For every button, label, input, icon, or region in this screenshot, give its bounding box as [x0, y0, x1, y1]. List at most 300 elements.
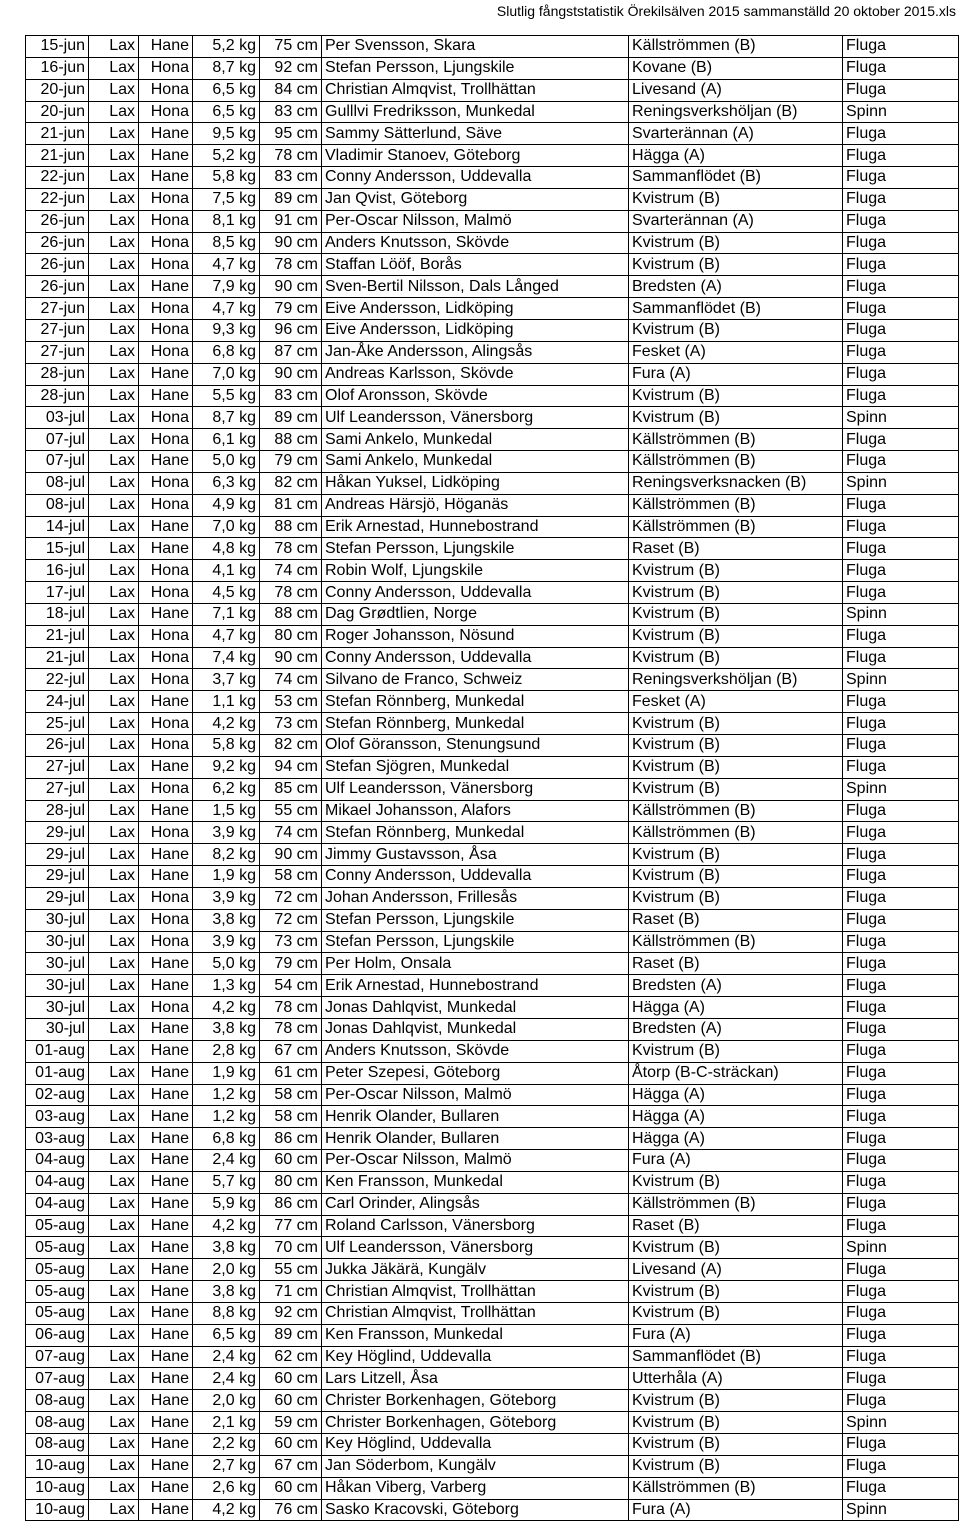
date-cell: 29-jul [26, 887, 89, 909]
date-cell: 07-jul [26, 451, 89, 473]
angler-cell: Erik Arnestad, Hunnebostrand [322, 975, 629, 997]
method-cell: Fluga [843, 145, 959, 167]
weight-cell: 3,8 kg [193, 1237, 260, 1259]
location-cell: Sammanflödet (B) [629, 298, 843, 320]
length-cell: 78 cm [260, 538, 322, 560]
weight-cell: 5,0 kg [193, 953, 260, 975]
date-cell: 06-aug [26, 1324, 89, 1346]
location-cell: Fura (A) [629, 1499, 843, 1521]
location-cell: Bredsten (A) [629, 975, 843, 997]
location-cell: Kvistrum (B) [629, 756, 843, 778]
method-cell: Fluga [843, 1259, 959, 1281]
table-row [26, 1499, 959, 1521]
location-cell: Kvistrum (B) [629, 603, 843, 625]
sex-cell: Hane [139, 1281, 193, 1303]
location-cell: Sammanflödet (B) [629, 1346, 843, 1368]
angler-cell: Christian Almqvist, Trollhättan [322, 79, 629, 101]
location-cell: Kvistrum (B) [629, 866, 843, 888]
species-cell: Lax [89, 1128, 139, 1150]
table-row [26, 887, 959, 909]
weight-cell: 7,1 kg [193, 603, 260, 625]
sex-cell: Hane [139, 953, 193, 975]
method-cell: Fluga [843, 451, 959, 473]
catch-table [25, 35, 959, 1521]
method-cell: Fluga [843, 276, 959, 298]
location-cell: Livesand (A) [629, 79, 843, 101]
weight-cell: 3,8 kg [193, 1018, 260, 1040]
length-cell: 88 cm [260, 603, 322, 625]
species-cell: Lax [89, 407, 139, 429]
weight-cell: 8,7 kg [193, 57, 260, 79]
weight-cell: 5,2 kg [193, 36, 260, 58]
species-cell: Lax [89, 756, 139, 778]
sex-cell: Hona [139, 341, 193, 363]
length-cell: 73 cm [260, 931, 322, 953]
location-cell: Fesket (A) [629, 691, 843, 713]
angler-cell: Roger Johansson, Nösund [322, 625, 629, 647]
angler-cell: Andreas Karlsson, Skövde [322, 363, 629, 385]
method-cell: Fluga [843, 582, 959, 604]
sex-cell: Hona [139, 101, 193, 123]
date-cell: 21-jun [26, 123, 89, 145]
date-cell: 22-jun [26, 167, 89, 189]
location-cell: Utterhåla (A) [629, 1368, 843, 1390]
length-cell: 53 cm [260, 691, 322, 713]
table-row [26, 210, 959, 232]
weight-cell: 6,8 kg [193, 341, 260, 363]
date-cell: 15-jun [26, 36, 89, 58]
species-cell: Lax [89, 735, 139, 757]
table-row [26, 582, 959, 604]
species-cell: Lax [89, 1390, 139, 1412]
species-cell: Lax [89, 363, 139, 385]
species-cell: Lax [89, 494, 139, 516]
date-cell: 27-jun [26, 341, 89, 363]
table-row [26, 844, 959, 866]
date-cell: 16-jul [26, 560, 89, 582]
sex-cell: Hane [139, 516, 193, 538]
length-cell: 90 cm [260, 647, 322, 669]
length-cell: 80 cm [260, 1171, 322, 1193]
angler-cell: Mikael Johansson, Alafors [322, 800, 629, 822]
date-cell: 22-jun [26, 188, 89, 210]
weight-cell: 6,5 kg [193, 1324, 260, 1346]
table-row [26, 1237, 959, 1259]
method-cell: Fluga [843, 560, 959, 582]
angler-cell: Eive Andersson, Lidköping [322, 298, 629, 320]
location-cell: Källströmmen (B) [629, 429, 843, 451]
sex-cell: Hona [139, 647, 193, 669]
method-cell: Fluga [843, 232, 959, 254]
weight-cell: 5,7 kg [193, 1171, 260, 1193]
method-cell: Fluga [843, 953, 959, 975]
method-cell: Fluga [843, 319, 959, 341]
table-row [26, 167, 959, 189]
weight-cell: 2,6 kg [193, 1477, 260, 1499]
table-row [26, 909, 959, 931]
date-cell: 30-jul [26, 1018, 89, 1040]
angler-cell: Conny Andersson, Uddevalla [322, 582, 629, 604]
sex-cell: Hona [139, 254, 193, 276]
weight-cell: 7,0 kg [193, 363, 260, 385]
date-cell: 30-jul [26, 997, 89, 1019]
location-cell: Kvistrum (B) [629, 844, 843, 866]
sex-cell: Hane [139, 385, 193, 407]
table-row [26, 822, 959, 844]
sex-cell: Hona [139, 319, 193, 341]
location-cell: Kvistrum (B) [629, 1281, 843, 1303]
table-row [26, 298, 959, 320]
weight-cell: 2,7 kg [193, 1455, 260, 1477]
length-cell: 86 cm [260, 1128, 322, 1150]
table-row [26, 1477, 959, 1499]
method-cell: Fluga [843, 931, 959, 953]
weight-cell: 4,9 kg [193, 494, 260, 516]
location-cell: Kvistrum (B) [629, 887, 843, 909]
table-row [26, 778, 959, 800]
sex-cell: Hona [139, 997, 193, 1019]
date-cell: 27-jul [26, 756, 89, 778]
length-cell: 84 cm [260, 79, 322, 101]
method-cell: Fluga [843, 647, 959, 669]
date-cell: 21-jun [26, 145, 89, 167]
weight-cell: 4,7 kg [193, 298, 260, 320]
species-cell: Lax [89, 1368, 139, 1390]
method-cell: Fluga [843, 1302, 959, 1324]
location-cell: Kvistrum (B) [629, 254, 843, 276]
sex-cell: Hane [139, 1106, 193, 1128]
angler-cell: Jonas Dahlqvist, Munkedal [322, 1018, 629, 1040]
location-cell: Kovane (B) [629, 57, 843, 79]
length-cell: 88 cm [260, 429, 322, 451]
location-cell: Kvistrum (B) [629, 385, 843, 407]
weight-cell: 7,0 kg [193, 516, 260, 538]
angler-cell: Sasko Kracovski, Göteborg [322, 1499, 629, 1521]
species-cell: Lax [89, 57, 139, 79]
weight-cell: 6,8 kg [193, 1128, 260, 1150]
table-row [26, 145, 959, 167]
species-cell: Lax [89, 79, 139, 101]
species-cell: Lax [89, 1412, 139, 1434]
species-cell: Lax [89, 603, 139, 625]
weight-cell: 3,9 kg [193, 931, 260, 953]
table-row [26, 494, 959, 516]
location-cell: Kvistrum (B) [629, 407, 843, 429]
weight-cell: 8,2 kg [193, 844, 260, 866]
species-cell: Lax [89, 123, 139, 145]
location-cell: Raset (B) [629, 1215, 843, 1237]
length-cell: 74 cm [260, 669, 322, 691]
species-cell: Lax [89, 800, 139, 822]
weight-cell: 2,2 kg [193, 1434, 260, 1456]
location-cell: Hägga (A) [629, 145, 843, 167]
length-cell: 59 cm [260, 1412, 322, 1434]
document-title: Slutlig fångststatistik Örekilsälven 2015 sammanställd 20 oktober 2015.xls [496, 3, 956, 19]
table-row [26, 691, 959, 713]
table-row [26, 931, 959, 953]
length-cell: 72 cm [260, 909, 322, 931]
sex-cell: Hane [139, 1368, 193, 1390]
method-cell: Fluga [843, 1324, 959, 1346]
sex-cell: Hane [139, 1040, 193, 1062]
location-cell: Hägga (A) [629, 1128, 843, 1150]
species-cell: Lax [89, 1171, 139, 1193]
location-cell: Svarterännan (A) [629, 210, 843, 232]
table-row [26, 756, 959, 778]
angler-cell: Stefan Persson, Ljungskile [322, 931, 629, 953]
date-cell: 30-jul [26, 909, 89, 931]
sex-cell: Hane [139, 36, 193, 58]
date-cell: 04-aug [26, 1193, 89, 1215]
length-cell: 90 cm [260, 232, 322, 254]
angler-cell: Per-Oscar Nilsson, Malmö [322, 210, 629, 232]
length-cell: 55 cm [260, 1259, 322, 1281]
table-row [26, 232, 959, 254]
location-cell: Hägga (A) [629, 997, 843, 1019]
species-cell: Lax [89, 778, 139, 800]
table-row [26, 188, 959, 210]
weight-cell: 5,8 kg [193, 167, 260, 189]
weight-cell: 5,5 kg [193, 385, 260, 407]
angler-cell: Johan Andersson, Frillesås [322, 887, 629, 909]
method-cell: Spinn [843, 603, 959, 625]
length-cell: 54 cm [260, 975, 322, 997]
angler-cell: Jukka Jäkärä, Kungälv [322, 1259, 629, 1281]
species-cell: Lax [89, 36, 139, 58]
method-cell: Fluga [843, 1281, 959, 1303]
sex-cell: Hona [139, 472, 193, 494]
angler-cell: Jimmy Gustavsson, Åsa [322, 844, 629, 866]
date-cell: 10-aug [26, 1499, 89, 1521]
sex-cell: Hane [139, 1390, 193, 1412]
length-cell: 61 cm [260, 1062, 322, 1084]
sex-cell: Hane [139, 1128, 193, 1150]
length-cell: 77 cm [260, 1215, 322, 1237]
species-cell: Lax [89, 953, 139, 975]
method-cell: Fluga [843, 1346, 959, 1368]
date-cell: 08-aug [26, 1412, 89, 1434]
method-cell: Fluga [843, 844, 959, 866]
sex-cell: Hane [139, 756, 193, 778]
method-cell: Fluga [843, 1106, 959, 1128]
date-cell: 01-aug [26, 1040, 89, 1062]
species-cell: Lax [89, 319, 139, 341]
angler-cell: Key Höglind, Uddevalla [322, 1434, 629, 1456]
weight-cell: 6,3 kg [193, 472, 260, 494]
species-cell: Lax [89, 975, 139, 997]
length-cell: 72 cm [260, 887, 322, 909]
sex-cell: Hona [139, 188, 193, 210]
angler-cell: Håkan Viberg, Varberg [322, 1477, 629, 1499]
method-cell: Fluga [843, 691, 959, 713]
method-cell: Fluga [843, 188, 959, 210]
species-cell: Lax [89, 1499, 139, 1521]
angler-cell: Anders Knutsson, Skövde [322, 1040, 629, 1062]
species-cell: Lax [89, 1040, 139, 1062]
weight-cell: 4,1 kg [193, 560, 260, 582]
length-cell: 73 cm [260, 713, 322, 735]
species-cell: Lax [89, 210, 139, 232]
sex-cell: Hane [139, 800, 193, 822]
sex-cell: Hona [139, 931, 193, 953]
weight-cell: 3,8 kg [193, 909, 260, 931]
species-cell: Lax [89, 1084, 139, 1106]
length-cell: 88 cm [260, 516, 322, 538]
weight-cell: 4,2 kg [193, 1215, 260, 1237]
sex-cell: Hane [139, 1171, 193, 1193]
sex-cell: Hona [139, 298, 193, 320]
sex-cell: Hane [139, 1193, 193, 1215]
table-row [26, 341, 959, 363]
date-cell: 26-jun [26, 232, 89, 254]
weight-cell: 4,2 kg [193, 997, 260, 1019]
method-cell: Fluga [843, 36, 959, 58]
location-cell: Kvistrum (B) [629, 647, 843, 669]
sex-cell: Hona [139, 560, 193, 582]
angler-cell: Lars Litzell, Åsa [322, 1368, 629, 1390]
sex-cell: Hane [139, 1084, 193, 1106]
date-cell: 02-aug [26, 1084, 89, 1106]
species-cell: Lax [89, 997, 139, 1019]
species-cell: Lax [89, 582, 139, 604]
length-cell: 67 cm [260, 1455, 322, 1477]
weight-cell: 1,9 kg [193, 866, 260, 888]
angler-cell: Sven-Bertil Nilsson, Dals Långed [322, 276, 629, 298]
angler-cell: Jan-Åke Andersson, Alingsås [322, 341, 629, 363]
species-cell: Lax [89, 887, 139, 909]
date-cell: 29-jul [26, 844, 89, 866]
table-row [26, 429, 959, 451]
weight-cell: 4,7 kg [193, 625, 260, 647]
angler-cell: Roland Carlsson, Vänersborg [322, 1215, 629, 1237]
table-row [26, 79, 959, 101]
weight-cell: 3,7 kg [193, 669, 260, 691]
location-cell: Kvistrum (B) [629, 778, 843, 800]
method-cell: Fluga [843, 1171, 959, 1193]
length-cell: 92 cm [260, 1302, 322, 1324]
location-cell: Kvistrum (B) [629, 1412, 843, 1434]
date-cell: 04-aug [26, 1171, 89, 1193]
sex-cell: Hona [139, 79, 193, 101]
table-row [26, 319, 959, 341]
method-cell: Fluga [843, 1215, 959, 1237]
length-cell: 95 cm [260, 123, 322, 145]
weight-cell: 6,1 kg [193, 429, 260, 451]
method-cell: Fluga [843, 79, 959, 101]
species-cell: Lax [89, 647, 139, 669]
method-cell: Spinn [843, 1237, 959, 1259]
table-row [26, 1281, 959, 1303]
sex-cell: Hona [139, 625, 193, 647]
table-row [26, 451, 959, 473]
location-cell: Hägga (A) [629, 1084, 843, 1106]
weight-cell: 5,2 kg [193, 145, 260, 167]
species-cell: Lax [89, 385, 139, 407]
location-cell: Svarterännan (A) [629, 123, 843, 145]
sex-cell: Hona [139, 582, 193, 604]
species-cell: Lax [89, 1018, 139, 1040]
length-cell: 89 cm [260, 407, 322, 429]
length-cell: 89 cm [260, 188, 322, 210]
sex-cell: Hona [139, 210, 193, 232]
method-cell: Fluga [843, 713, 959, 735]
date-cell: 25-jul [26, 713, 89, 735]
sex-cell: Hane [139, 1412, 193, 1434]
angler-cell: Henrik Olander, Bullaren [322, 1128, 629, 1150]
method-cell: Fluga [843, 1390, 959, 1412]
angler-cell: Staffan Lööf, Borås [322, 254, 629, 276]
date-cell: 24-jul [26, 691, 89, 713]
angler-cell: Stefan Persson, Ljungskile [322, 57, 629, 79]
sex-cell: Hona [139, 57, 193, 79]
sex-cell: Hane [139, 1499, 193, 1521]
method-cell: Fluga [843, 210, 959, 232]
date-cell: 22-jul [26, 669, 89, 691]
sex-cell: Hane [139, 1062, 193, 1084]
species-cell: Lax [89, 909, 139, 931]
length-cell: 74 cm [260, 560, 322, 582]
length-cell: 60 cm [260, 1368, 322, 1390]
length-cell: 78 cm [260, 1018, 322, 1040]
species-cell: Lax [89, 1477, 139, 1499]
angler-cell: Stefan Persson, Ljungskile [322, 538, 629, 560]
weight-cell: 1,9 kg [193, 1062, 260, 1084]
method-cell: Fluga [843, 997, 959, 1019]
date-cell: 20-jun [26, 101, 89, 123]
sex-cell: Hona [139, 735, 193, 757]
location-cell: Kvistrum (B) [629, 735, 843, 757]
table-row [26, 1084, 959, 1106]
date-cell: 29-jul [26, 866, 89, 888]
table-row [26, 254, 959, 276]
sex-cell: Hona [139, 713, 193, 735]
location-cell: Källströmmen (B) [629, 516, 843, 538]
catch-table-body [26, 36, 959, 1521]
date-cell: 30-jul [26, 931, 89, 953]
location-cell: Kvistrum (B) [629, 1237, 843, 1259]
table-row [26, 1128, 959, 1150]
weight-cell: 4,7 kg [193, 254, 260, 276]
species-cell: Lax [89, 254, 139, 276]
length-cell: 79 cm [260, 451, 322, 473]
length-cell: 82 cm [260, 472, 322, 494]
species-cell: Lax [89, 341, 139, 363]
method-cell: Fluga [843, 1193, 959, 1215]
method-cell: Fluga [843, 123, 959, 145]
table-row [26, 1018, 959, 1040]
method-cell: Fluga [843, 1040, 959, 1062]
date-cell: 15-jul [26, 538, 89, 560]
method-cell: Fluga [843, 756, 959, 778]
length-cell: 89 cm [260, 1324, 322, 1346]
location-cell: Fura (A) [629, 1150, 843, 1172]
angler-cell: Ken Fransson, Munkedal [322, 1324, 629, 1346]
date-cell: 29-jul [26, 822, 89, 844]
table-row [26, 975, 959, 997]
sex-cell: Hona [139, 407, 193, 429]
angler-cell: Anders Knutsson, Skövde [322, 232, 629, 254]
species-cell: Lax [89, 1150, 139, 1172]
length-cell: 90 cm [260, 844, 322, 866]
date-cell: 05-aug [26, 1302, 89, 1324]
species-cell: Lax [89, 1193, 139, 1215]
weight-cell: 9,3 kg [193, 319, 260, 341]
angler-cell: Jan Qvist, Göteborg [322, 188, 629, 210]
date-cell: 28-jul [26, 800, 89, 822]
table-row [26, 1259, 959, 1281]
location-cell: Reningsverkshöljan (B) [629, 669, 843, 691]
angler-cell: Stefan Rönnberg, Munkedal [322, 822, 629, 844]
